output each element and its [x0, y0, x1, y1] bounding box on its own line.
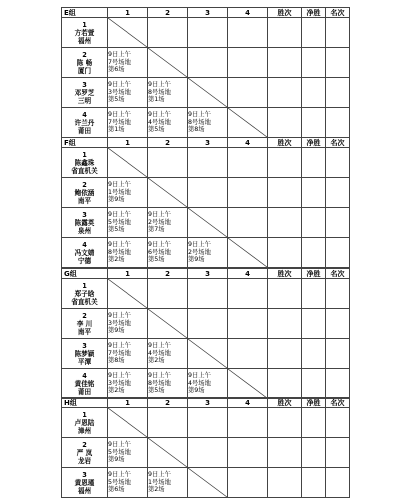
- player-city: 省直机关: [71, 297, 98, 306]
- player-row: [62, 48, 350, 78]
- match-cell: [108, 108, 148, 138]
- diagonal-cell: [108, 279, 148, 309]
- match-cell: [148, 238, 188, 268]
- column-header: 2: [148, 8, 188, 18]
- player-name: 严 岚: [76, 448, 93, 457]
- wins-cell: [268, 208, 302, 238]
- match-cell: [108, 339, 148, 369]
- match-cell: [148, 468, 188, 498]
- match-day: 9日上午: [108, 471, 131, 479]
- rank-cell: [326, 18, 350, 48]
- group-title: H组: [62, 398, 108, 408]
- column-header: 4: [228, 269, 268, 279]
- group-header-row: [62, 8, 350, 18]
- diagonal-cell: [148, 48, 188, 78]
- net-cell: [302, 48, 326, 78]
- player-label: [62, 369, 108, 399]
- empty-cell: [148, 18, 188, 48]
- diagonal-line: [188, 78, 227, 107]
- net-cell: [302, 408, 326, 438]
- rank-cell: [326, 238, 350, 268]
- match-court: 2号场地: [188, 248, 211, 256]
- match-court: 3号场地: [108, 319, 131, 327]
- player-number: 2: [82, 311, 87, 320]
- match-game: 第5场: [148, 256, 165, 264]
- player-name: 黄恩瑾: [74, 478, 95, 487]
- match-day: 9日上午: [148, 241, 171, 249]
- column-header: 1: [108, 269, 148, 279]
- wins-cell: [268, 148, 302, 178]
- diagonal-line: [148, 438, 187, 467]
- player-city: 福州: [77, 486, 92, 495]
- match-cell: [148, 108, 188, 138]
- match-game: 第6场: [108, 66, 125, 74]
- wins-cell: [268, 48, 302, 78]
- empty-cell: [228, 309, 268, 339]
- match-day: 9日上午: [148, 211, 171, 219]
- column-header: 名次: [326, 8, 350, 18]
- match-court: 1号场地: [108, 188, 131, 196]
- player-city: 省直机关: [71, 166, 98, 175]
- player-row: [62, 438, 350, 468]
- player-row: [62, 279, 350, 309]
- player-number: 1: [82, 150, 87, 159]
- empty-cell: [228, 48, 268, 78]
- column-header: 胜次: [268, 269, 302, 279]
- player-number: 2: [82, 50, 87, 59]
- player-label: [62, 48, 108, 78]
- wins-cell: [268, 178, 302, 208]
- empty-cell: [228, 148, 268, 178]
- empty-cell: [228, 78, 268, 108]
- column-header: 胜次: [268, 8, 302, 18]
- diagonal-line: [108, 279, 147, 308]
- empty-cell: [228, 408, 268, 438]
- net-cell: [302, 18, 326, 48]
- match-day: 9日上午: [108, 312, 131, 320]
- player-row: [62, 309, 350, 339]
- player-label: [62, 468, 108, 498]
- column-header: 1: [108, 8, 148, 18]
- match-game: 第5场: [108, 96, 125, 104]
- player-row: [62, 148, 350, 178]
- player-row: [62, 408, 350, 438]
- rank-cell: [326, 369, 350, 399]
- match-cell: [188, 369, 228, 399]
- match-court: 4号场地: [188, 379, 211, 387]
- wins-cell: [268, 279, 302, 309]
- group-table: [61, 268, 350, 399]
- player-number: 4: [82, 371, 87, 380]
- match-day: 9日上午: [108, 241, 131, 249]
- match-court: 2号场地: [148, 218, 171, 226]
- diagonal-line: [148, 309, 187, 338]
- player-row: [62, 468, 350, 498]
- empty-cell: [228, 178, 268, 208]
- diagonal-line: [188, 208, 227, 237]
- empty-cell: [228, 18, 268, 48]
- match-game: 第9场: [108, 196, 125, 204]
- player-name: 邓罗芝: [74, 88, 95, 97]
- player-number: 2: [82, 180, 87, 189]
- match-cell: [148, 208, 188, 238]
- match-cell: [108, 438, 148, 468]
- match-day: 9日上午: [108, 211, 131, 219]
- player-number: 4: [82, 240, 87, 249]
- diagonal-line: [108, 18, 147, 47]
- rank-cell: [326, 408, 350, 438]
- player-name: 许兰丹: [74, 118, 95, 127]
- match-day: 9日上午: [108, 181, 131, 189]
- player-label: [62, 108, 108, 138]
- match-court: 8号场地: [188, 118, 211, 126]
- player-label: [62, 178, 108, 208]
- match-game: 第9场: [108, 327, 125, 335]
- player-city: 龙岩: [77, 456, 92, 465]
- diagonal-line: [188, 339, 227, 368]
- player-city: 漳州: [77, 426, 92, 435]
- diagonal-cell: [228, 238, 268, 268]
- player-name: 陈露英: [74, 218, 95, 227]
- net-cell: [302, 279, 326, 309]
- player-name: 陈 畅: [76, 58, 93, 67]
- match-court: 5号场地: [108, 218, 131, 226]
- empty-cell: [188, 279, 228, 309]
- player-number: 4: [82, 110, 87, 119]
- match-day: 9日上午: [108, 111, 131, 119]
- match-game: 第7场: [148, 226, 165, 234]
- player-city: 南平: [77, 196, 92, 205]
- match-cell: [108, 48, 148, 78]
- match-game: 第5场: [148, 387, 165, 395]
- wins-cell: [268, 108, 302, 138]
- empty-cell: [228, 339, 268, 369]
- player-city: 厦门: [77, 66, 92, 75]
- player-label: [62, 78, 108, 108]
- empty-cell: [188, 148, 228, 178]
- column-header: 2: [148, 138, 188, 148]
- wins-cell: [268, 339, 302, 369]
- rank-cell: [326, 178, 350, 208]
- group-header-row: [62, 269, 350, 279]
- empty-cell: [228, 279, 268, 309]
- empty-cell: [188, 18, 228, 48]
- net-cell: [302, 208, 326, 238]
- empty-cell: [188, 309, 228, 339]
- diagonal-cell: [108, 148, 148, 178]
- player-number: 1: [82, 410, 87, 419]
- match-cell: [108, 369, 148, 399]
- group-title: F组: [62, 138, 108, 148]
- diagonal-cell: [148, 438, 188, 468]
- diagonal-line: [228, 108, 267, 137]
- player-city: 莆田: [77, 387, 92, 396]
- net-cell: [302, 438, 326, 468]
- column-header: 净胜: [302, 138, 326, 148]
- diagonal-cell: [108, 18, 148, 48]
- player-number: 1: [82, 281, 87, 290]
- diagonal-cell: [188, 78, 228, 108]
- player-name: 陈梦颖: [74, 349, 95, 358]
- match-cell: [108, 238, 148, 268]
- diagonal-line: [148, 48, 187, 77]
- player-label: [62, 339, 108, 369]
- player-number: 3: [82, 341, 87, 350]
- column-header: 3: [188, 138, 228, 148]
- empty-cell: [228, 208, 268, 238]
- wins-cell: [268, 369, 302, 399]
- player-row: [62, 369, 350, 399]
- player-label: [62, 238, 108, 268]
- player-city: 南平: [77, 327, 92, 336]
- net-cell: [302, 309, 326, 339]
- match-court: 8号场地: [148, 379, 171, 387]
- match-court: 8号场地: [108, 248, 131, 256]
- group-title: E组: [62, 8, 108, 18]
- net-cell: [302, 468, 326, 498]
- match-day: 9日上午: [108, 441, 131, 449]
- player-label: [62, 309, 108, 339]
- match-court: 5号场地: [108, 478, 131, 486]
- column-header: 2: [148, 269, 188, 279]
- column-header: 名次: [326, 138, 350, 148]
- player-row: [62, 238, 350, 268]
- diagonal-cell: [148, 309, 188, 339]
- column-header: 净胜: [302, 398, 326, 408]
- group-header-row: [62, 138, 350, 148]
- match-cell: [148, 339, 188, 369]
- player-row: [62, 108, 350, 138]
- match-day: 9日上午: [108, 372, 131, 380]
- match-cell: [148, 78, 188, 108]
- player-row: [62, 339, 350, 369]
- rank-cell: [326, 468, 350, 498]
- rank-cell: [326, 339, 350, 369]
- match-cell: [108, 178, 148, 208]
- match-game: 第9场: [108, 456, 125, 464]
- player-city: 泉州: [77, 226, 92, 235]
- column-header: 胜次: [268, 138, 302, 148]
- column-header: 3: [188, 398, 228, 408]
- diagonal-line: [108, 148, 147, 177]
- wins-cell: [268, 438, 302, 468]
- wins-cell: [268, 18, 302, 48]
- match-cell: [188, 108, 228, 138]
- rank-cell: [326, 438, 350, 468]
- match-game: 第1场: [148, 96, 165, 104]
- match-game: 第9场: [188, 387, 205, 395]
- match-court: 7号场地: [108, 58, 131, 66]
- player-label: [62, 208, 108, 238]
- net-cell: [302, 178, 326, 208]
- rank-cell: [326, 148, 350, 178]
- match-cell: [108, 309, 148, 339]
- empty-cell: [188, 48, 228, 78]
- player-city: 平潭: [77, 357, 92, 366]
- player-city: 宁德: [77, 256, 92, 265]
- match-court: 7号场地: [108, 118, 131, 126]
- diagonal-cell: [228, 108, 268, 138]
- player-label: [62, 408, 108, 438]
- rank-cell: [326, 48, 350, 78]
- empty-cell: [148, 408, 188, 438]
- column-header: 3: [188, 8, 228, 18]
- empty-cell: [148, 148, 188, 178]
- rank-cell: [326, 309, 350, 339]
- net-cell: [302, 339, 326, 369]
- match-day: 9日上午: [148, 111, 171, 119]
- wins-cell: [268, 78, 302, 108]
- match-court: 3号场地: [108, 379, 131, 387]
- player-label: [62, 438, 108, 468]
- player-label: [62, 18, 108, 48]
- player-row: [62, 78, 350, 108]
- group-table: [61, 397, 350, 498]
- empty-cell: [188, 178, 228, 208]
- match-game: 第5场: [148, 126, 165, 134]
- match-day: 9日上午: [148, 372, 171, 380]
- match-court: 3号场地: [108, 88, 131, 96]
- group-table: [61, 137, 350, 268]
- player-number: 3: [82, 80, 87, 89]
- diagonal-cell: [188, 208, 228, 238]
- match-game: 第6场: [108, 486, 125, 494]
- empty-cell: [228, 438, 268, 468]
- match-court: 8号场地: [148, 88, 171, 96]
- player-name: 方若萱: [74, 28, 95, 37]
- empty-cell: [228, 468, 268, 498]
- match-day: 9日上午: [148, 342, 171, 350]
- player-row: [62, 208, 350, 238]
- player-name: 冯文婧: [74, 248, 95, 257]
- match-cell: [188, 238, 228, 268]
- match-court: 5号场地: [108, 448, 131, 456]
- match-game: 第2场: [148, 486, 165, 494]
- diagonal-cell: [148, 178, 188, 208]
- group-title: G组: [62, 269, 108, 279]
- rank-cell: [326, 78, 350, 108]
- wins-cell: [268, 238, 302, 268]
- match-day: 9日上午: [188, 241, 211, 249]
- diagonal-cell: [188, 468, 228, 498]
- match-court: 7号场地: [108, 349, 131, 357]
- column-header: 4: [228, 8, 268, 18]
- rank-cell: [326, 279, 350, 309]
- wins-cell: [268, 309, 302, 339]
- diagonal-line: [188, 468, 227, 497]
- diagonal-line: [228, 369, 267, 398]
- match-day: 9日上午: [148, 471, 171, 479]
- player-name: 卢恩陆: [74, 418, 95, 427]
- match-game: 第2场: [148, 357, 165, 365]
- player-name: 李 川: [76, 319, 93, 328]
- net-cell: [302, 78, 326, 108]
- match-game: 第9场: [188, 256, 205, 264]
- player-name: 郑子晗: [74, 289, 95, 298]
- match-court: 4号场地: [148, 118, 171, 126]
- net-cell: [302, 108, 326, 138]
- diagonal-line: [228, 238, 267, 267]
- player-number: 3: [82, 470, 87, 479]
- match-cell: [108, 468, 148, 498]
- diagonal-cell: [108, 408, 148, 438]
- column-header: 1: [108, 398, 148, 408]
- match-day: 9日上午: [148, 81, 171, 89]
- match-court: 6号场地: [148, 248, 171, 256]
- player-city: 三明: [77, 96, 92, 105]
- player-label: [62, 279, 108, 309]
- match-day: 9日上午: [188, 372, 211, 380]
- match-cell: [148, 369, 188, 399]
- group-header-row: [62, 398, 350, 408]
- match-day: 9日上午: [108, 81, 131, 89]
- diagonal-cell: [228, 369, 268, 399]
- column-header: 4: [228, 138, 268, 148]
- net-cell: [302, 238, 326, 268]
- diagonal-cell: [188, 339, 228, 369]
- net-cell: [302, 148, 326, 178]
- match-day: 9日上午: [108, 342, 131, 350]
- player-city: 莆田: [77, 126, 92, 135]
- column-header: 净胜: [302, 269, 326, 279]
- match-game: 第2场: [108, 256, 125, 264]
- match-game: 第1场: [108, 126, 125, 134]
- empty-cell: [188, 408, 228, 438]
- diagonal-line: [108, 408, 147, 437]
- column-header: 4: [228, 398, 268, 408]
- player-number: 2: [82, 440, 87, 449]
- column-header: 3: [188, 269, 228, 279]
- match-game: 第8场: [108, 357, 125, 365]
- match-court: 1号场地: [148, 478, 171, 486]
- rank-cell: [326, 208, 350, 238]
- match-day: 9日上午: [108, 51, 131, 59]
- wins-cell: [268, 408, 302, 438]
- player-number: 1: [82, 20, 87, 29]
- column-header: 名次: [326, 269, 350, 279]
- player-number: 3: [82, 210, 87, 219]
- empty-cell: [148, 279, 188, 309]
- match-cell: [108, 78, 148, 108]
- wins-cell: [268, 468, 302, 498]
- rank-cell: [326, 108, 350, 138]
- column-header: 净胜: [302, 8, 326, 18]
- column-header: 2: [148, 398, 188, 408]
- match-game: 第5场: [108, 226, 125, 234]
- player-city: 福州: [77, 36, 92, 45]
- player-row: [62, 18, 350, 48]
- match-court: 4号场地: [148, 349, 171, 357]
- player-name: 陈鑫珠: [74, 158, 95, 167]
- player-name: 鲍依涵: [74, 188, 95, 197]
- player-label: [62, 148, 108, 178]
- diagonal-line: [148, 178, 187, 207]
- group-table: [61, 7, 350, 138]
- match-game: 第2场: [108, 387, 125, 395]
- column-header: 1: [108, 138, 148, 148]
- match-cell: [108, 208, 148, 238]
- empty-cell: [188, 438, 228, 468]
- column-header: 名次: [326, 398, 350, 408]
- net-cell: [302, 369, 326, 399]
- match-game: 第8场: [188, 126, 205, 134]
- player-row: [62, 178, 350, 208]
- match-day: 9日上午: [188, 111, 211, 119]
- column-header: 胜次: [268, 398, 302, 408]
- player-name: 黄佳铭: [74, 379, 95, 388]
